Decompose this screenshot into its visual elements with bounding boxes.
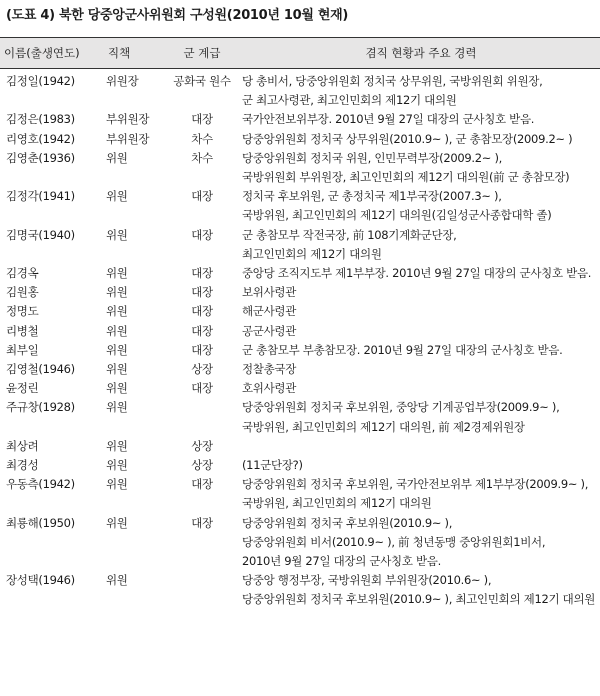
member-name: 최경성 (6, 458, 39, 473)
table-row (0, 475, 600, 513)
table-row (0, 226, 600, 264)
career-line: 당중앙위원회 정치국 후보위원, 중앙당 기계공업부장(2009.9~ ), (242, 400, 560, 415)
table-row (0, 360, 600, 379)
career-line: 국방위원, 최고인민회의 제12기 대의원, 前 제2경제위원장 (242, 419, 525, 434)
member-career (242, 456, 600, 475)
member-rank: 대장 (191, 189, 213, 204)
table-row (0, 149, 600, 187)
table-caption: (도표 4) 북한 당중앙군사위원회 구성원(2010년 10월 현재) (6, 8, 349, 23)
member-position: 위원 (106, 323, 128, 338)
table-row (0, 187, 600, 225)
member-rank: 대장 (191, 112, 213, 127)
table-row (0, 302, 600, 321)
career-line: 국가안전보위부장. 2010년 9월 27일 대장의 군사칭호 받음. (242, 112, 535, 127)
member-name: 주규창(1928) (6, 400, 75, 415)
member-career (242, 322, 600, 341)
member-position: 위원 (106, 573, 128, 588)
member-career (242, 302, 600, 321)
career-line: 호위사령관 (242, 381, 297, 396)
table-row (0, 437, 600, 456)
career-line: 당중앙 행정부장, 국방위원회 부위원장(2010.6~ ), (242, 573, 492, 588)
career-line: 당 총비서, 당중앙위원회 정치국 상무위원, 국방위원회 위원장, (242, 74, 543, 88)
member-position: 위원 (106, 381, 128, 396)
career-line: 해군사령관 (242, 304, 297, 319)
member-career (242, 130, 600, 149)
member-name: 리영호(1942) (6, 131, 75, 146)
table-row (0, 72, 600, 110)
table-row (0, 456, 600, 475)
member-career (242, 571, 600, 609)
member-name: 김정일(1942) (6, 74, 75, 88)
member-rank: 대장 (191, 477, 213, 492)
header-rank: 군 계급 (183, 46, 221, 60)
member-career (242, 379, 600, 398)
member-rank (162, 398, 242, 436)
member-career (242, 149, 600, 187)
header-career: 겸직 현황과 주요 경력 (365, 46, 477, 60)
member-career (242, 110, 600, 129)
career-line: 국방위원, 최고인민회의 제12기 대의원 (242, 496, 432, 511)
member-position: 위원 (106, 150, 128, 165)
member-position: 위원 (106, 189, 128, 204)
member-rank: 상장 (191, 438, 213, 453)
member-career (242, 341, 600, 360)
member-rank: 대장 (191, 323, 213, 338)
member-name: 김영춘(1936) (6, 150, 75, 165)
career-line: (11군단장?) (242, 458, 303, 473)
member-name: 김경옥 (6, 266, 39, 281)
table-header (0, 38, 600, 68)
member-name: 김정은(1983) (6, 112, 75, 127)
table-row (0, 514, 600, 572)
table-row (0, 571, 600, 609)
career-line: 당중앙위원회 정치국 후보위원(2010.9~ ), 최고인민회의 제12기 대의원 (242, 592, 596, 607)
member-name: 최부일 (6, 342, 39, 357)
career-line: 당중앙위원회 정치국 후보위원, 국가안전보위부 제1부부장(2009.9~ ), (242, 477, 589, 492)
member-position: 위원 (106, 227, 128, 242)
career-line: 군 총참모부 작전국장, 前 108기계화군단장, (242, 227, 457, 242)
member-name: 김원홍 (6, 285, 39, 300)
member-rank: 상장 (191, 362, 213, 377)
member-name: 리병철 (6, 323, 39, 338)
member-rank (162, 571, 242, 609)
member-name: 정명도 (6, 304, 39, 319)
member-name: 우동측(1942) (6, 477, 75, 492)
member-career (242, 283, 600, 302)
career-line: 당중앙위원회 정치국 위원, 인민무력부장(2009.2~ ), (242, 150, 503, 165)
table-row (0, 341, 600, 360)
member-rank: 대장 (191, 285, 213, 300)
career-line: 정치국 후보위원, 군 총정치국 제1부국장(2007.3~ ), (242, 189, 502, 204)
member-rank: 대장 (191, 381, 213, 396)
member-career (242, 264, 600, 283)
table-row (0, 398, 600, 436)
member-career (242, 514, 600, 572)
career-line: 정찰총국장 (242, 362, 297, 377)
member-rank: 대장 (191, 304, 213, 319)
career-line: 최고인민회의 제12기 대의원 (242, 246, 382, 261)
career-line: 군 최고사령관, 최고인민회의 제12기 대의원 (242, 93, 457, 108)
member-career (242, 72, 600, 110)
member-rank: 대장 (191, 515, 213, 530)
table-body (0, 69, 600, 610)
member-career (242, 187, 600, 225)
member-name: 최상려 (6, 438, 39, 453)
member-name: 최룡해(1950) (6, 515, 75, 530)
table-row (0, 322, 600, 341)
member-position: 위원장 (106, 74, 139, 88)
member-name: 윤정린 (6, 381, 39, 396)
member-position: 위원 (106, 342, 128, 357)
table-row (0, 264, 600, 283)
member-career (242, 360, 600, 379)
member-position: 위원 (106, 285, 128, 300)
career-line: 2010년 9월 27일 대장의 군사칭호 받음. (242, 554, 441, 569)
member-name: 김정각(1941) (6, 189, 75, 204)
member-rank: 대장 (191, 342, 213, 357)
career-line: 공군사령관 (242, 323, 297, 338)
member-rank: 차수 (191, 150, 213, 165)
member-name: 김명국(1940) (6, 227, 75, 242)
member-rank: 차수 (191, 131, 213, 146)
member-position: 위원 (106, 438, 128, 453)
table-row (0, 283, 600, 302)
career-line: 보위사령관 (242, 285, 297, 300)
career-line: 군 총참모부 부총참모장. 2010년 9월 27일 대장의 군사칭호 받음. (242, 342, 563, 357)
member-name: 장성택(1946) (6, 573, 75, 588)
table-row (0, 130, 600, 149)
member-position: 위원 (106, 400, 128, 415)
member-position: 위원 (106, 477, 128, 492)
member-position: 위원 (106, 266, 128, 281)
career-line: 국방위원회 부위원장, 최고인민회의 제12기 대의원(前 군 총참모장) (242, 170, 570, 185)
career-line: 당중앙위원회 정치국 상무위원(2010.9~ ), 군 총참모장(2009.2~ ) (242, 131, 573, 146)
career-line: 당중앙위원회 비서(2010.9~ ), 前 청년동맹 중앙위원회1비서, (242, 534, 546, 549)
member-rank: 대장 (191, 266, 213, 281)
member-position: 위원 (106, 362, 128, 377)
member-position: 부위원장 (106, 131, 150, 146)
member-career (242, 437, 600, 456)
member-position: 위원 (106, 304, 128, 319)
member-position: 위원 (106, 458, 128, 473)
table-row (0, 110, 600, 129)
career-line: 국방위원, 최고인민회의 제12기 대의원(김일성군사종합대학 졸) (242, 208, 552, 223)
header-name: 이름(출생연도) (4, 46, 80, 60)
member-career (242, 475, 600, 513)
member-career (242, 226, 600, 264)
career-line (242, 437, 600, 456)
member-rank: 상장 (191, 458, 213, 473)
members-table (0, 37, 600, 610)
member-career (242, 398, 600, 436)
member-position: 부위원장 (106, 112, 150, 127)
member-name: 김영철(1946) (6, 362, 75, 377)
member-position: 위원 (106, 515, 128, 530)
header-position: 직책 (108, 46, 131, 60)
career-line: 중앙당 조직지도부 제1부부장. 2010년 9월 27일 대장의 군사칭호 받음. (242, 266, 592, 281)
career-line: 당중앙위원회 정치국 후보위원(2010.9~ ), (242, 515, 453, 530)
member-rank: 공화국 원수 (173, 74, 231, 88)
member-rank: 대장 (191, 227, 213, 242)
table-row (0, 379, 600, 398)
